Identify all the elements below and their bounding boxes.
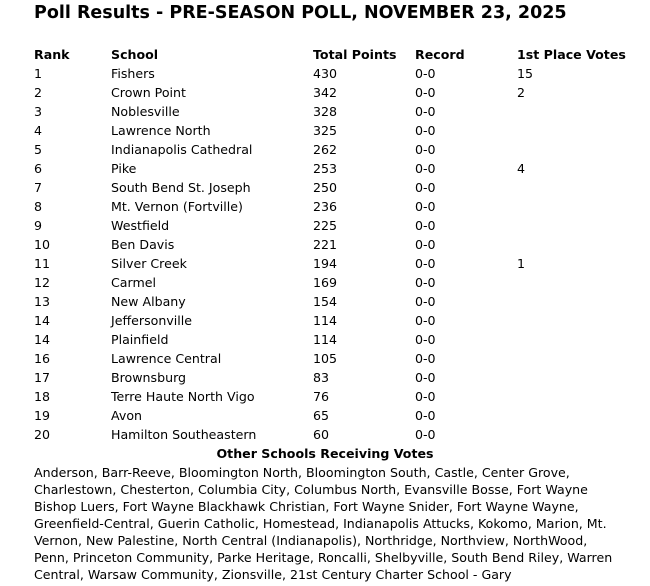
record-cell: 0-0 bbox=[415, 256, 436, 271]
school-cell: Silver Creek bbox=[111, 256, 187, 271]
rank-cell: 18 bbox=[34, 389, 51, 404]
rank-cell: 6 bbox=[34, 161, 43, 176]
total-points-cell: 169 bbox=[313, 275, 338, 290]
rank-cell: 5 bbox=[34, 142, 43, 157]
rank-cell: 14 bbox=[34, 313, 51, 328]
rank-cell: 19 bbox=[34, 408, 51, 423]
table-header-row bbox=[34, 45, 626, 64]
first-place-votes-cell bbox=[517, 406, 626, 425]
record-cell: 0-0 bbox=[415, 389, 436, 404]
first-place-votes-cell: 15 bbox=[517, 66, 534, 81]
table-row bbox=[34, 368, 626, 387]
school-cell: South Bend St. Joseph bbox=[111, 180, 251, 195]
rank-cell: 13 bbox=[34, 294, 51, 309]
record-cell: 0-0 bbox=[415, 85, 436, 100]
school-cell: Noblesville bbox=[111, 104, 180, 119]
school-cell: Mt. Vernon (Fortville) bbox=[111, 199, 243, 214]
total-points-cell: 76 bbox=[313, 389, 330, 404]
rank-cell: 11 bbox=[34, 256, 51, 271]
record-cell: 0-0 bbox=[415, 275, 436, 290]
first-place-votes-cell bbox=[517, 425, 626, 444]
school-cell: Pike bbox=[111, 161, 137, 176]
rank-cell: 8 bbox=[34, 199, 43, 214]
column-header-rank: Rank bbox=[34, 47, 70, 62]
first-place-votes-cell bbox=[517, 292, 626, 311]
school-cell: Jeffersonville bbox=[111, 313, 193, 328]
total-points-cell: 236 bbox=[313, 199, 338, 214]
table-row bbox=[34, 197, 626, 216]
record-cell: 0-0 bbox=[415, 218, 436, 233]
record-cell: 0-0 bbox=[415, 408, 436, 423]
school-cell: Fishers bbox=[111, 66, 155, 81]
school-cell: Ben Davis bbox=[111, 237, 175, 252]
total-points-cell: 328 bbox=[313, 104, 338, 119]
record-cell: 0-0 bbox=[415, 237, 436, 252]
record-cell: 0-0 bbox=[415, 142, 436, 157]
first-place-votes-cell bbox=[517, 349, 626, 368]
first-place-votes-cell bbox=[517, 197, 626, 216]
table-row bbox=[34, 292, 626, 311]
total-points-cell: 221 bbox=[313, 237, 338, 252]
table-row bbox=[34, 216, 626, 235]
rank-cell: 7 bbox=[34, 180, 43, 195]
rank-cell: 20 bbox=[34, 427, 51, 442]
rank-cell: 12 bbox=[34, 275, 51, 290]
table-row bbox=[34, 235, 626, 254]
rank-cell: 2 bbox=[34, 85, 43, 100]
record-cell: 0-0 bbox=[415, 427, 436, 442]
column-header-record: Record bbox=[415, 47, 465, 62]
total-points-cell: 262 bbox=[313, 142, 338, 157]
record-cell: 0-0 bbox=[415, 370, 436, 385]
first-place-votes-cell bbox=[517, 330, 626, 349]
record-cell: 0-0 bbox=[415, 180, 436, 195]
school-cell: Terre Haute North Vigo bbox=[111, 389, 255, 404]
table-row bbox=[34, 387, 626, 406]
total-points-cell: 65 bbox=[313, 408, 330, 423]
school-cell: New Albany bbox=[111, 294, 186, 309]
rank-cell: 3 bbox=[34, 104, 43, 119]
total-points-cell: 253 bbox=[313, 161, 338, 176]
first-place-votes-cell: 2 bbox=[517, 85, 526, 100]
table-row bbox=[34, 406, 626, 425]
total-points-cell: 83 bbox=[313, 370, 330, 385]
column-header-school: School bbox=[111, 47, 159, 62]
first-place-votes-cell: 4 bbox=[517, 161, 526, 176]
other-schools-list: Anderson, Barr-Reeve, Bloomington North, Bloomington South, Castle, Center Grove, Charlestown, Chesterton, Columbia City, Columbus North, Evansville Bosse, Fort Wayne Bishop Luers, Fort Wayne Blackhawk Christian, Fort Wayne Snider, Fort Wayne Wayne, Greenfield-Central, Guerin Catholic, Homestead, Indianapolis Attucks, Kokomo, Marion, Mt. Vernon, New Palestine, North Central (Indianapolis), Northridge, Northview, NorthWood, Penn, Princeton Community, Parke Heritage, Roncalli, Shelbyville, South Bend Riley, Warren Central, Warsaw Community, Zionsville, 21st Century Charter School - Gary bbox=[34, 465, 613, 582]
total-points-cell: 225 bbox=[313, 218, 338, 233]
school-cell: Crown Point bbox=[111, 85, 186, 100]
record-cell: 0-0 bbox=[415, 351, 436, 366]
record-cell: 0-0 bbox=[415, 104, 436, 119]
other-schools-heading: Other Schools Receiving Votes bbox=[216, 446, 434, 461]
first-place-votes-cell: 1 bbox=[517, 256, 526, 271]
total-points-cell: 250 bbox=[313, 180, 338, 195]
record-cell: 0-0 bbox=[415, 313, 436, 328]
record-cell: 0-0 bbox=[415, 161, 436, 176]
rank-cell: 9 bbox=[34, 218, 43, 233]
first-place-votes-cell bbox=[517, 102, 626, 121]
record-cell: 0-0 bbox=[415, 332, 436, 347]
table-row bbox=[34, 121, 626, 140]
school-cell: Indianapolis Cathedral bbox=[111, 142, 253, 157]
total-points-cell: 114 bbox=[313, 332, 338, 347]
school-cell: Avon bbox=[111, 408, 143, 423]
school-cell: Plainfield bbox=[111, 332, 169, 347]
column-header-total-points: Total Points bbox=[313, 47, 397, 62]
total-points-cell: 342 bbox=[313, 85, 338, 100]
page-title: Poll Results - PRE-SEASON POLL, NOVEMBER 23, 2025 bbox=[34, 3, 567, 23]
rank-cell: 4 bbox=[34, 123, 43, 138]
rank-cell: 1 bbox=[34, 66, 43, 81]
first-place-votes-cell bbox=[517, 235, 626, 254]
school-cell: Westfield bbox=[111, 218, 170, 233]
first-place-votes-cell bbox=[517, 121, 626, 140]
poll-table-body bbox=[34, 64, 626, 444]
first-place-votes-cell bbox=[517, 178, 626, 197]
total-points-cell: 194 bbox=[313, 256, 338, 271]
rank-cell: 10 bbox=[34, 237, 51, 252]
first-place-votes-cell bbox=[517, 140, 626, 159]
total-points-cell: 60 bbox=[313, 427, 330, 442]
record-cell: 0-0 bbox=[415, 66, 436, 81]
first-place-votes-cell bbox=[517, 368, 626, 387]
first-place-votes-cell bbox=[517, 273, 626, 292]
first-place-votes-cell bbox=[517, 311, 626, 330]
table-row bbox=[34, 140, 626, 159]
record-cell: 0-0 bbox=[415, 294, 436, 309]
school-cell: Hamilton Southeastern bbox=[111, 427, 257, 442]
school-cell: Brownsburg bbox=[111, 370, 187, 385]
first-place-votes-cell bbox=[517, 216, 626, 235]
table-row bbox=[34, 330, 626, 349]
rank-cell: 14 bbox=[34, 332, 51, 347]
table-row bbox=[34, 64, 626, 83]
table-row bbox=[34, 273, 626, 292]
first-place-votes-cell bbox=[517, 387, 626, 406]
total-points-cell: 105 bbox=[313, 351, 338, 366]
total-points-cell: 430 bbox=[313, 66, 338, 81]
rank-cell: 17 bbox=[34, 370, 51, 385]
record-cell: 0-0 bbox=[415, 123, 436, 138]
column-header-first-place-votes: 1st Place Votes bbox=[517, 47, 626, 62]
school-cell: Lawrence Central bbox=[111, 351, 222, 366]
table-row bbox=[34, 178, 626, 197]
total-points-cell: 154 bbox=[313, 294, 338, 309]
table-row bbox=[34, 83, 626, 102]
record-cell: 0-0 bbox=[415, 199, 436, 214]
table-row bbox=[34, 159, 626, 178]
total-points-cell: 325 bbox=[313, 123, 338, 138]
table-row bbox=[34, 349, 626, 368]
table-row bbox=[34, 311, 626, 330]
table-row bbox=[34, 425, 626, 444]
total-points-cell: 114 bbox=[313, 313, 338, 328]
school-cell: Lawrence North bbox=[111, 123, 211, 138]
poll-results-table bbox=[34, 45, 626, 444]
rank-cell: 16 bbox=[34, 351, 51, 366]
table-row bbox=[34, 102, 626, 121]
table-row bbox=[34, 254, 626, 273]
school-cell: Carmel bbox=[111, 275, 156, 290]
